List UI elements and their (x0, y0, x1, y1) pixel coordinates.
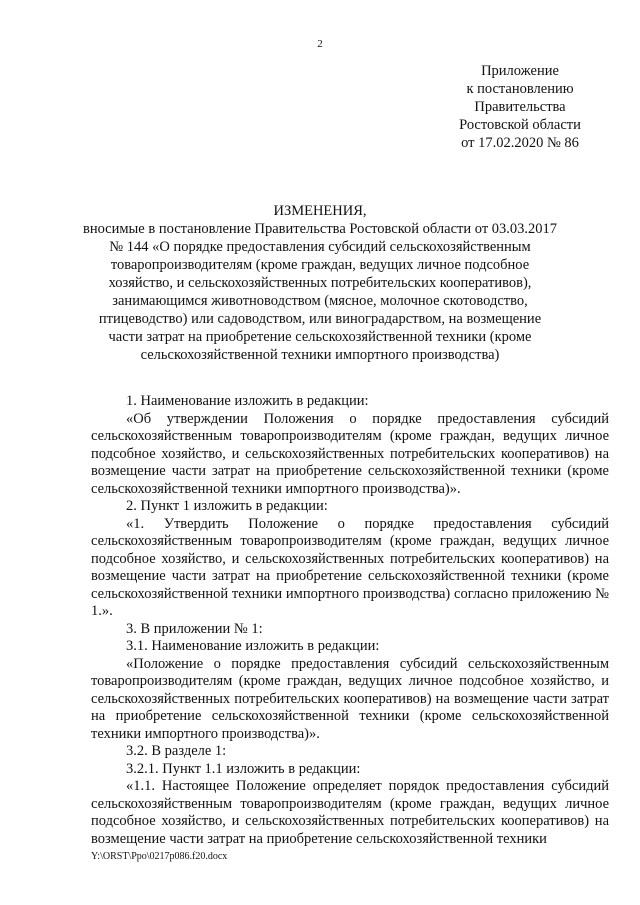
appendix-line: от 17.02.2020 № 86 (461, 135, 579, 151)
appendix-line: Правительства (474, 99, 566, 115)
document-subtitle: вносимые в постановление Правительства Ростовской области от 03.03.2017 № 144 «О порядке предоставления субсидий сельскохозяйственным товаропроизводителям (кроме граждан, ведущих личное подсобное хозяйство, и сельскохозяйственных потребительских кооперативов), занимающимся животноводством (мясное, молочное скотоводство, птицеводство) или садоводством, или виноградарством, на возмещение части затрат на приобретение сельскохозяйственной техники (кроме сельскохозяйственной техники импортного производства) (82, 221, 558, 363)
appendix-line: Ростовской области (459, 117, 581, 133)
appendix-header (420, 62, 620, 152)
appendix-line: Приложение (481, 63, 559, 79)
body-paragraph: «1. Утвердить Положение о порядке предоставления субсидий сельскохозяйственным товаропроизводителям (кроме граждан, ведущих личное подсобное хозяйство, и сельскохозяйственных потребительских кооперативов) на возмещение части затрат на приобретение сельскохозяйственной техники (кроме сельскохозяйственной техники импортного производства) согласно приложению № 1.». (91, 515, 609, 619)
page-number: 2 (317, 38, 323, 50)
body-paragraph: 3. В приложении № 1: (126, 620, 263, 637)
document-body (91, 393, 609, 848)
body-paragraph: 3.2.1. Пункт 1.1 изложить в редакции: (126, 760, 361, 777)
footer-file-path: Y:\ORST\Ppo\0217p086.f20.docx (91, 851, 228, 862)
document-title: ИЗМЕНЕНИЯ, (273, 203, 367, 219)
body-paragraph: 3.1. Наименование изложить в редакции: (126, 638, 380, 654)
body-paragraph: «1.1. Настоящее Положение определяет порядок предоставления субсидий сельскохозяйственным товаропроизводителям (кроме граждан, ведущих личное подсобное хозяйство, и сельскохозяйственных потребительских кооперативов) на возмещение части затрат на приобретение сельскохозяйственной техники (91, 778, 609, 847)
body-paragraph: 1. Наименование изложить в редакции: (126, 393, 369, 409)
body-paragraph: «Положение о порядке предоставления субсидий сельскохозяйственным товаропроизводителям (кроме граждан, ведущих личное подсобное хозяйство, и сельскохозяйственных потребительских кооперативов) на возмещение части затрат на приобретение сельскохозяйственной техники (кроме сельскохозяйственной техники импортного производства)». (91, 655, 609, 742)
body-paragraph: 2. Пункт 1 изложить в редакции: (126, 498, 328, 514)
appendix-line: к постановлению (466, 81, 574, 97)
body-paragraph: «Об утверждении Положения о порядке предоставления субсидий сельскохозяйственным товаропроизводителям (кроме граждан, ведущих личное подсобное хозяйство, и сельскохозяйственных потребительских кооперативов) на возмещение части затрат на приобретение сельскохозяйственной техники (кроме сельскохозяйственной техники импортного производства)». (91, 410, 609, 497)
body-paragraph: 3.2. В разделе 1: (126, 743, 227, 759)
